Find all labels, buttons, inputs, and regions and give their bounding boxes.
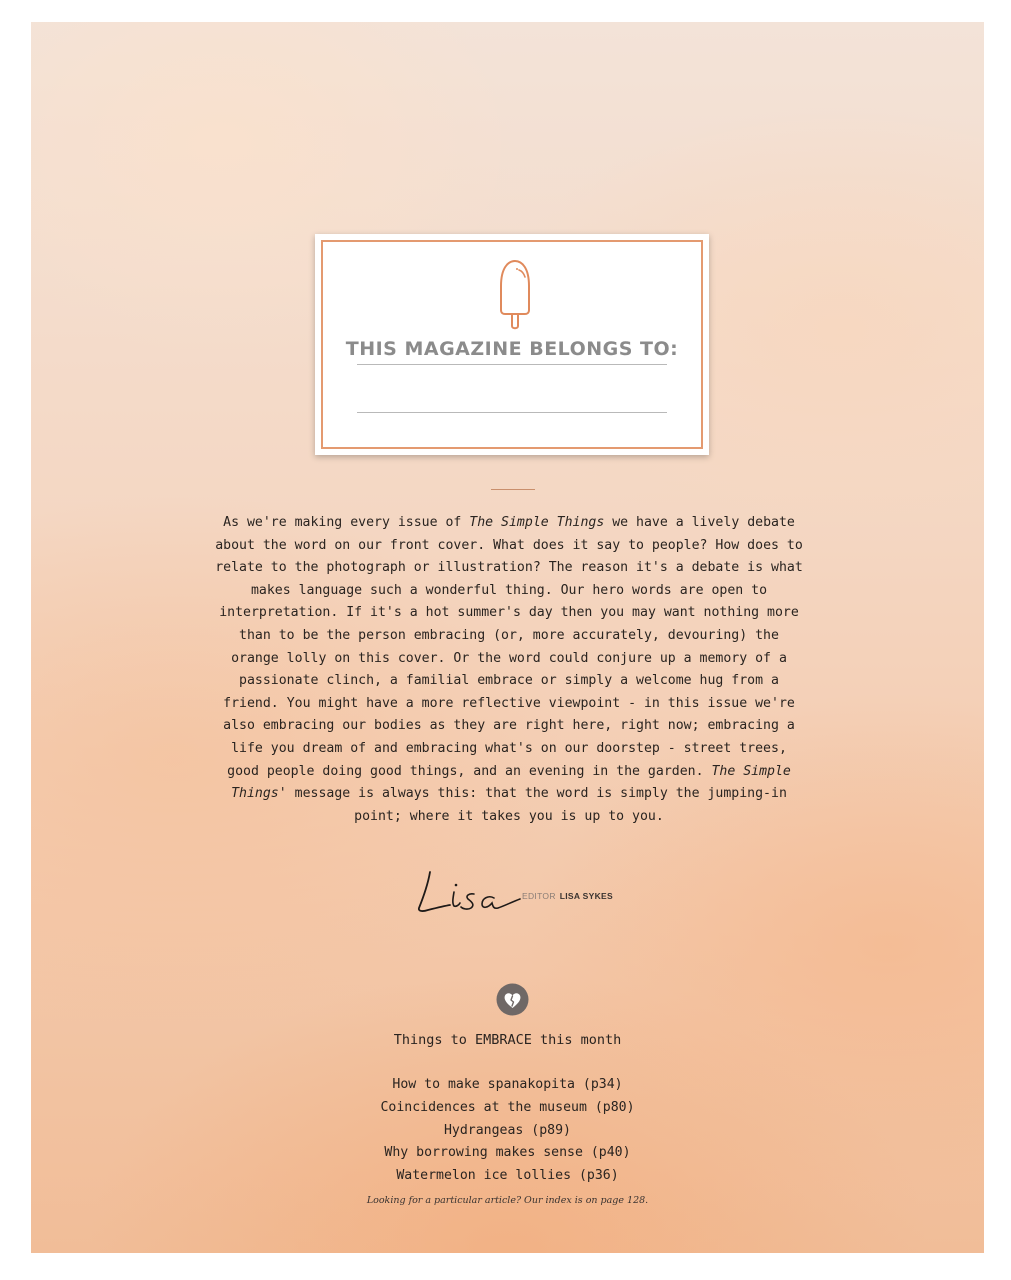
list-item: How to make spanakopita (p34): [392, 1077, 623, 1092]
editor-letter-page: [31, 22, 984, 1253]
label-title: THIS MAGAZINE BELONGS TO:: [345, 338, 679, 360]
list-item: Coincidences at the museum (p80): [380, 1099, 635, 1115]
name-line-1: [357, 364, 667, 365]
magazine-title-possessive: The Simple Things': [231, 763, 791, 802]
editor-name: LISA SYKES: [559, 891, 613, 901]
heart-badge-icon: [496, 983, 529, 1016]
divider-rule: [491, 489, 535, 490]
index-note: Looking for a particular article? Our index is on page 128.: [366, 1195, 649, 1206]
editor-role: EDITOR: [522, 891, 556, 901]
name-line-2: [357, 412, 667, 413]
editorial-text: As we're making every issue of The Simple Things we have a lively debate about the word on our front cover. What does it say to people? How does to relate to the photograph or illustration? The reason it's a debate is what makes language such a wonderful thing. Our hero words are open to interpretation. If it's a hot summer's day then you may want nothing more than to be the person embracing (or, more accurately, devouring) the orange lolly on this cover. Or the word could conjure up a memory of a passionate clinch, a familial embrace or simply a welcome hug from a friend. You might have a more reflective viewpoint - in this issue we're also embracing our bodies as they are right here, right now; embracing a life you dream of and embracing what's on our doorstep - street trees, good people doing good things, and an evening in the garden. The Simple Things' message is always this: that the word is simply the jumping-in point; where it takes you is up to you.: [215, 515, 803, 824]
label-border: [321, 240, 703, 449]
list-item: Why borrowing makes sense (p40): [384, 1145, 631, 1161]
list-item: Hydrangeas (p89): [443, 1122, 572, 1138]
embrace-heading: Things to EMBRACE this month: [393, 1032, 622, 1048]
embrace-list: [31, 1074, 984, 1188]
list-item: Watermelon ice lollies (p36): [396, 1168, 619, 1184]
magazine-title: The Simple Things: [469, 515, 605, 530]
signature-lisa: [414, 862, 524, 920]
ownership-label-card: [315, 234, 709, 455]
popsicle-icon: [495, 258, 535, 330]
editor-credit: [522, 891, 613, 901]
